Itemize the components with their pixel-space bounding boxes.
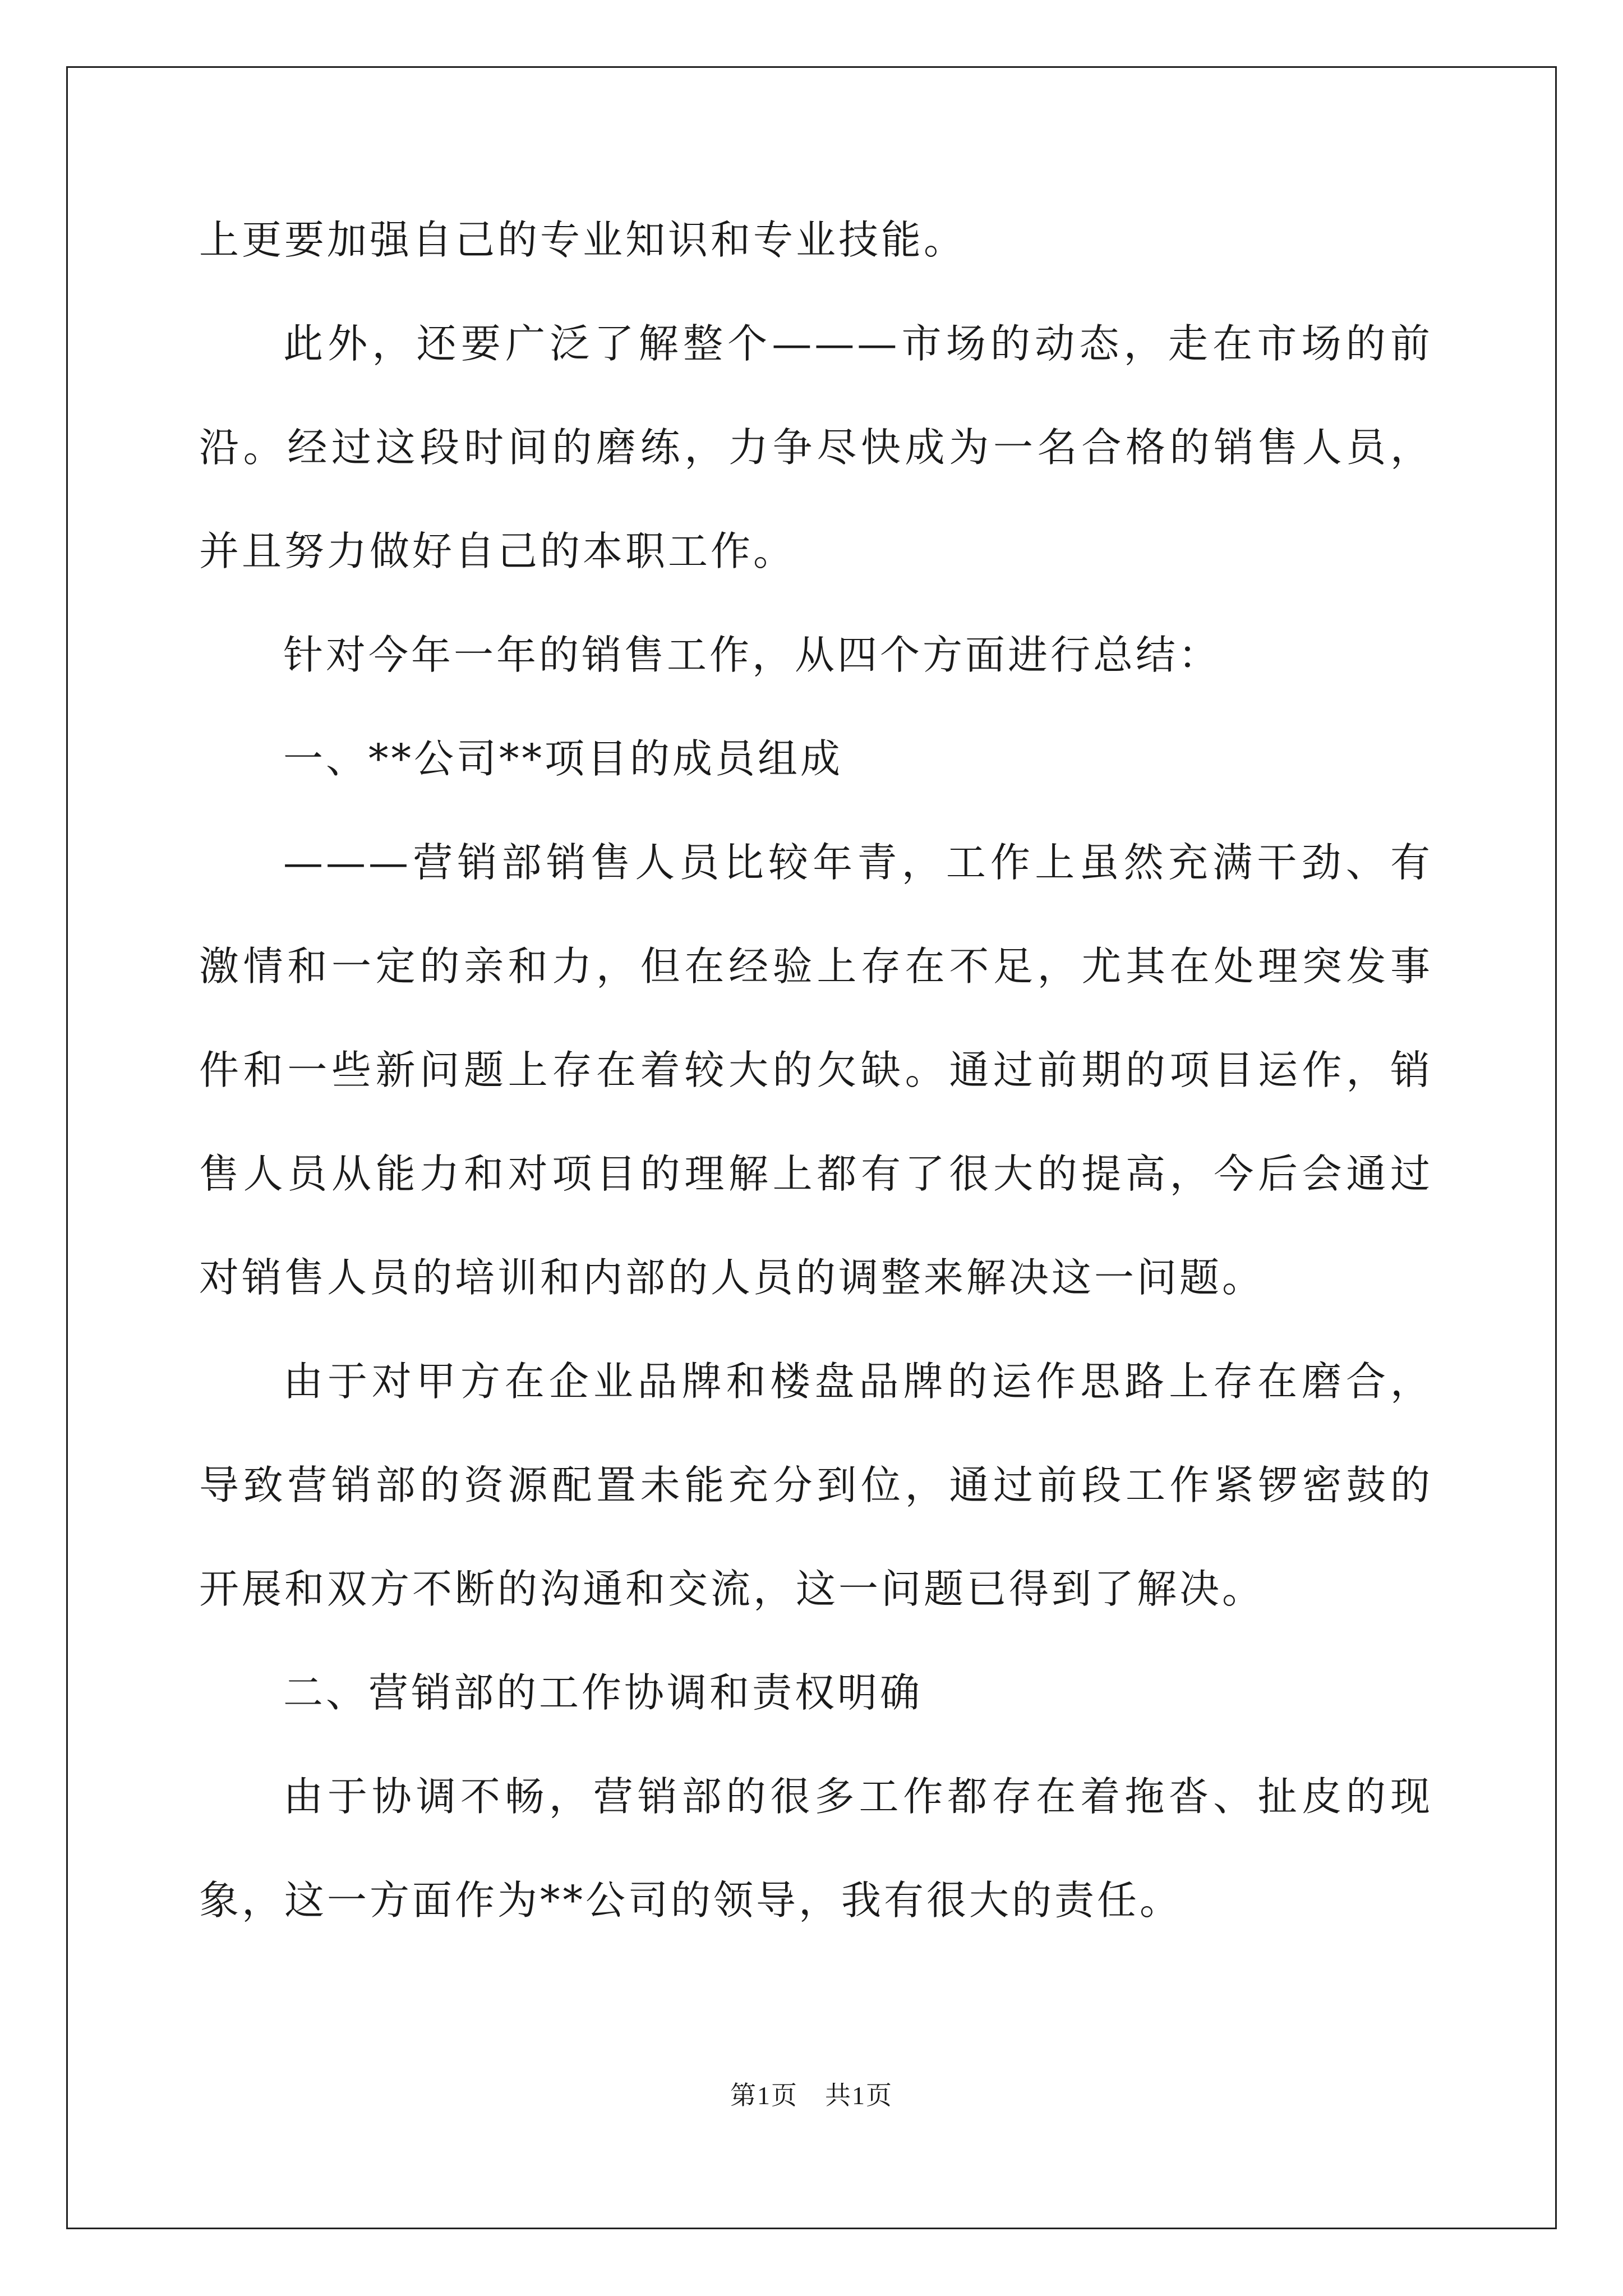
section-heading-1: 一、**公司**项目的成员组成 xyxy=(283,735,843,782)
paragraph-4: ———营销部销售人员比较年青，工作上虽然充满干劲、有激情和一定的亲和力，但在经验上存在不足，尤其在处理突发事件和一些新问题上存在着较大的欠缺。通过前期的项目运作，销售人员从能力和对项目的理解上都有了很大的提高，今后会通过对销售人员的培训和内部的人员的调整来解决这一问题。 xyxy=(199,839,1433,1301)
section-heading-2: 二、营销部的工作协调和责权明确 xyxy=(283,1669,923,1716)
paragraph-3: 针对今年一年的销售工作，从四个方面进行总结： xyxy=(283,632,1221,678)
paragraph-2: 此外，还要广泛了解整个———市场的动态，走在市场的前沿。经过这段时间的磨练，力争尽快成为一名合格的销售人员，并且努力做好自己的本职工作。 xyxy=(199,320,1433,574)
document-body xyxy=(199,188,1433,1952)
paragraph-6: 由于协调不畅，营销部的很多工作都存在着拖沓、扯皮的现象，这一方面作为**公司的领导，我有很大的责任。 xyxy=(199,1773,1433,1924)
paragraph-5: 由于对甲方在企业品牌和楼盘品牌的运作思路上存在磨合，导致营销部的资源配置未能充分到位，通过前段工作紧锣密鼓的开展和双方不断的沟通和交流，这一问题已得到了解决。 xyxy=(199,1358,1433,1612)
paragraph-1: 上更要加强自己的专业知识和专业技能。 xyxy=(199,217,967,263)
page-number-footer: 第1页 共1页 xyxy=(730,2081,893,2110)
